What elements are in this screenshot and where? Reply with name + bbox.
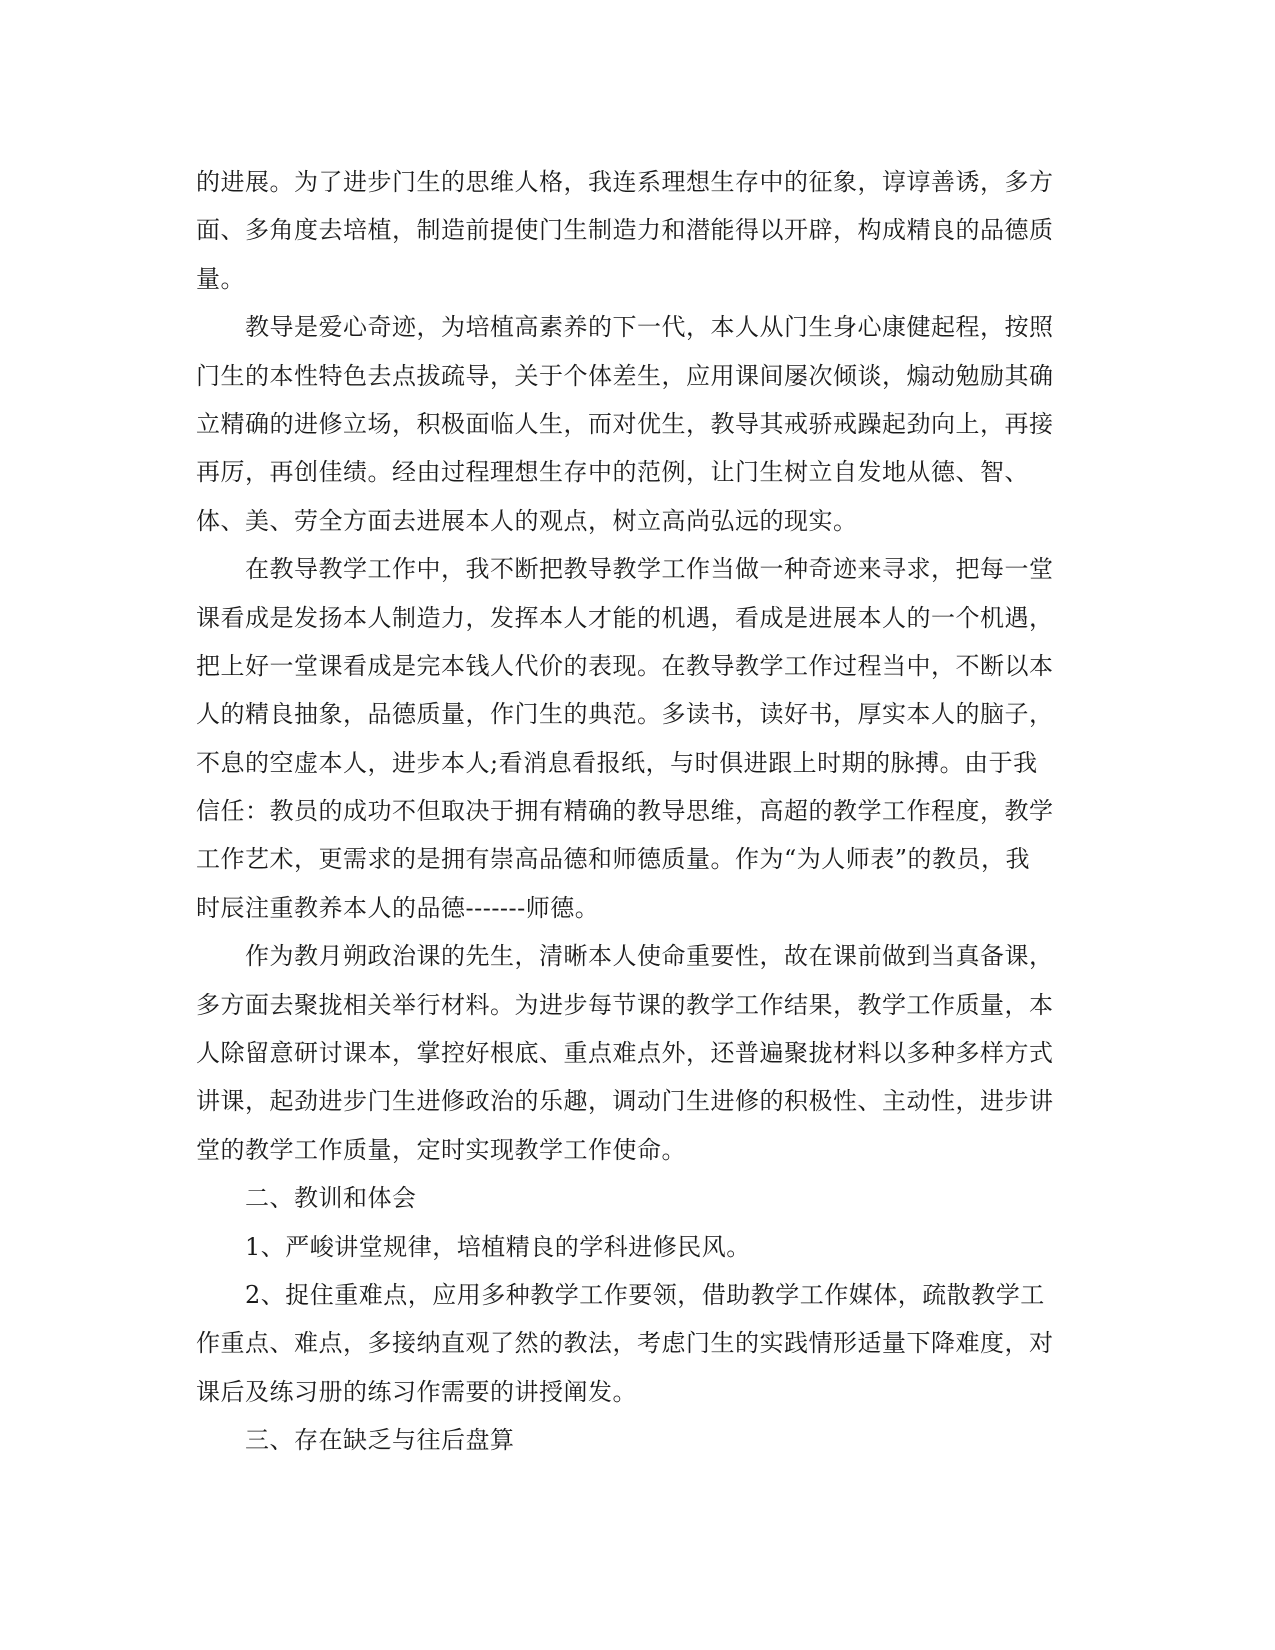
- text-line: 教导是爱心奇迹，为培植高素养的下一代，本人从门生身心康健起程，按照: [245, 313, 1054, 342]
- text-line: 把上好一堂课看成是完本钱人代价的表现。在教导教学工作过程当中，不断以本: [196, 651, 1054, 680]
- text-line: 工作艺术，更需求的是拥有崇高品德和师德质量。作为“为人师表”的教员，我: [196, 845, 1031, 874]
- text-line: 作为教月朔政治课的先生，清晰本人使命重要性，故在课前做到当真备课，: [245, 942, 1054, 971]
- text-line: 再厉，再创佳绩。经由过程理想生存中的范例，让门生树立自发地从德、智、: [196, 458, 1029, 487]
- paragraph-2: [196, 303, 1081, 545]
- text-line: 不息的空虚本人，进步本人;看消息看报纸，与时俱进跟上时期的脉搏。由于我: [196, 748, 1038, 777]
- text-line: 课后及练习册的练习作需要的讲授阐发。: [196, 1377, 637, 1406]
- section-heading: 二、教训和体会: [245, 1184, 417, 1213]
- text-line: 在教导教学工作中，我不断把教导教学工作当做一种奇迹来寻求，把每一堂: [245, 555, 1054, 584]
- section-heading: 三、存在缺乏与往后盘算: [245, 1426, 515, 1455]
- text-line: 门生的本性特色去点拔疏导，关于个体差生，应用课间屡次倾谈，煽动勉励其确: [196, 361, 1054, 390]
- text-line: 时辰注重教养本人的品德-------师德。: [196, 893, 600, 922]
- text-line: 堂的教学工作质量，定时实现教学工作使命。: [196, 1135, 686, 1164]
- text-line: 信任：教员的成功不但取决于拥有精确的教导思维，高超的教学工作程度，教学: [196, 797, 1054, 826]
- paragraph-4: [196, 932, 1081, 1174]
- text-line: 人的精良抽象，品德质量，作门生的典范。多读书，读好书，厚实本人的脑子，: [196, 700, 1054, 729]
- text-line: 体、美、劳全方面去进展本人的观点，树立高尚弘远的现实。: [196, 506, 858, 535]
- document-page: [196, 158, 1081, 1465]
- paragraph-3: [196, 545, 1081, 932]
- list-item-2: [196, 1271, 1081, 1416]
- list-item-1: [196, 1223, 1081, 1271]
- section-heading-lessons: [196, 1174, 1081, 1222]
- list-item-text: 2、捉住重难点，应用多种教学工作要领，借助教学工作媒体，疏散教学工: [245, 1280, 1045, 1309]
- text-line: 多方面去聚拢相关举行材料。为进步每节课的教学工作结果，教学工作质量，本: [196, 990, 1054, 1019]
- text-line: 量。: [196, 264, 245, 293]
- text-line: 人除留意研讨课本，掌控好根底、重点难点外，还普遍聚拢材料以多种多样方式: [196, 1039, 1054, 1068]
- paragraph-1: [196, 158, 1081, 303]
- text-line: 课看成是发扬本人制造力，发挥本人才能的机遇，看成是进展本人的一个机遇，: [196, 603, 1054, 632]
- text-line: 讲课，起劲进步门生进修政治的乐趣，调动门生进修的积极性、主动性，进步讲: [196, 1087, 1054, 1116]
- list-item-text: 1、严峻讲堂规律，培植精良的学科进修民风。: [245, 1232, 751, 1261]
- text-line: 立精确的进修立场，积极面临人生，而对优生，教导其戒骄戒躁起劲向上，再接: [196, 409, 1054, 438]
- text-line: 面、多角度去培植，制造前提使门生制造力和潜能得以开辟，构成精良的品德质: [196, 216, 1054, 245]
- text-line: 的进展。为了进步门生的思维人格，我连系理想生存中的征象，谆谆善诱，多方: [196, 168, 1054, 196]
- text-line: 作重点、难点，多接纳直观了然的教法，考虑门生的实践情形适量下降难度，对: [196, 1329, 1054, 1358]
- section-heading-shortcomings: [196, 1416, 1081, 1464]
